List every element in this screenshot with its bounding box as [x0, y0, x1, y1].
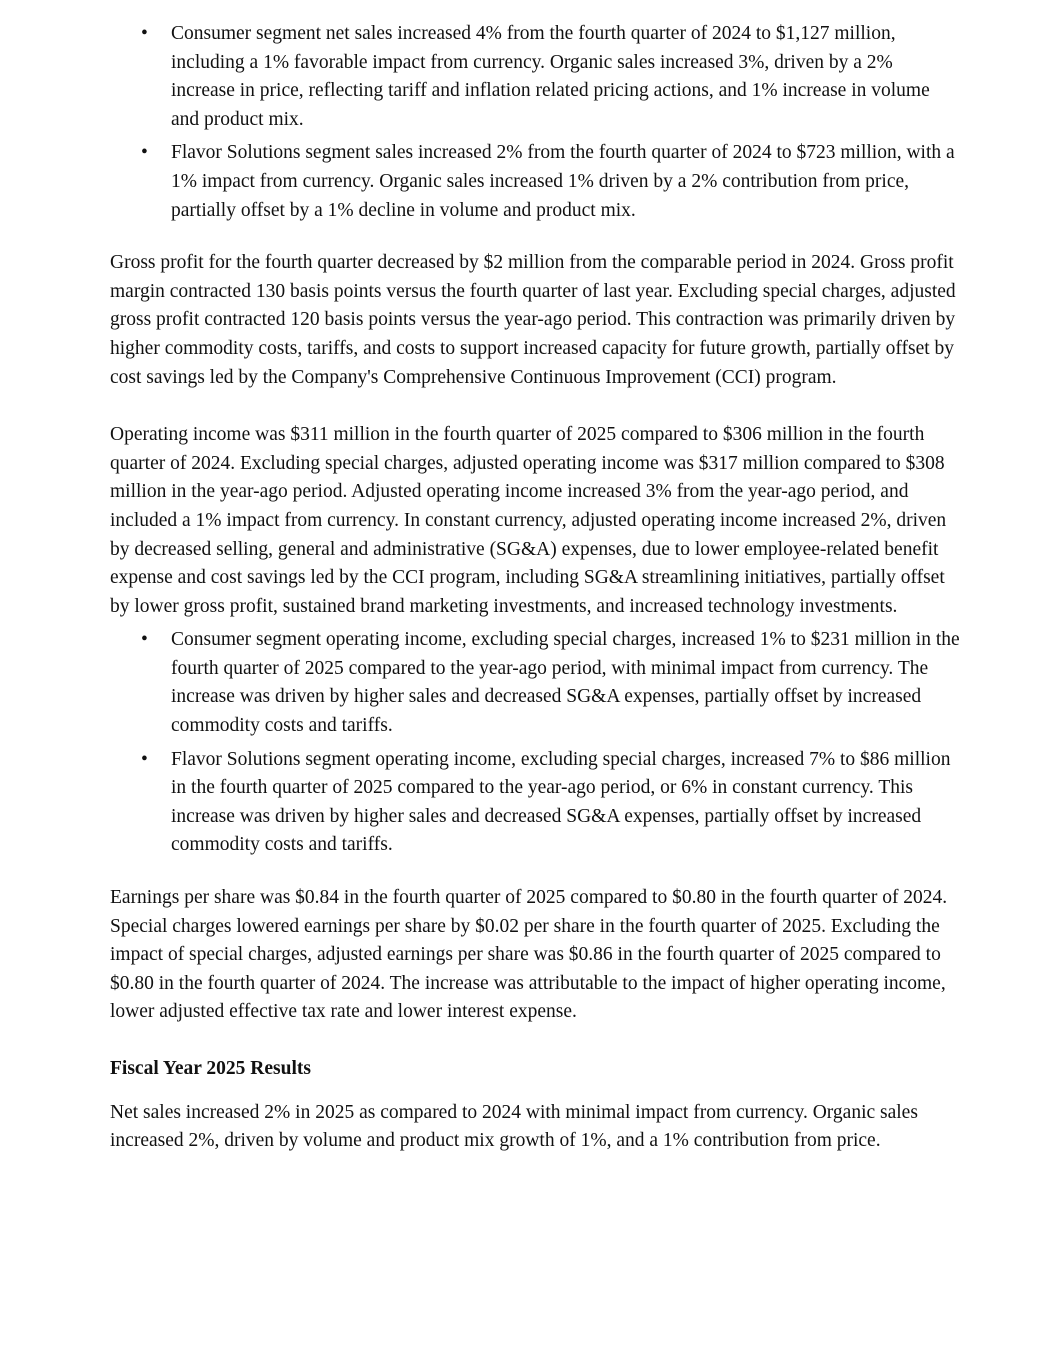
- bullet-text: Consumer segment operating income, excluding special charges, increased 1% to $231 million in the fourth quarter of 2025 compared to the year-ago period, with minimal impact from currency. The increase was driven by higher sales and decreased SG&A expenses, partially offset by increased commodity costs and tariffs.: [171, 629, 960, 737]
- flavor-solutions-sales-bullet: [141, 139, 960, 225]
- gross-profit-paragraph: Gross profit for the fourth quarter decreased by $2 million from the comparable period in 2024. Gross profit margin contracted 130 basis points versus the fourth quarter of last year. Excluding special charges, adjusted gross profit contracted 120 basis points versus the year-ago period. This contraction was primarily driven by higher commodity costs, tariffs, and costs to support increased capacity for future growth, partially offset by cost savings led by the Company's Comprehensive Continuous Improvement (CCI) program.: [110, 252, 956, 388]
- consumer-operating-income-bullet: [141, 626, 960, 740]
- bullet-marker: •: [141, 142, 148, 164]
- eps-paragraph: Earnings per share was $0.84 in the fourth quarter of 2025 compared to $0.80 in the fourth quarter of 2024. Special charges lowered earnings per share by $0.02 per share in the fourth quarter of 2025. Excluding the impact of special charges, adjusted earnings per share was $0.86 in the fourth quarter of 2025 compared to $0.80 in the fourth quarter of 2024. The increase was attributable to the impact of higher operating income, lower adjusted effective tax rate and lower interest expense.: [110, 887, 948, 1023]
- fiscal-year-heading: Fiscal Year 2025 Results: [110, 1058, 311, 1079]
- bullet-text: Flavor Solutions segment sales increased 2% from the fourth quarter of 2024 to $723 million, with a 1% impact from currency. Organic sales increased 1% driven by a 2% contribution from price, partially offset by a 1% decline in volume and product mix.: [171, 142, 955, 221]
- sales-bullet-list: [110, 20, 960, 225]
- flavor-solutions-operating-income-bullet: [141, 746, 960, 860]
- operating-income-bullet-list: [110, 626, 960, 860]
- bullet-marker: •: [141, 23, 148, 44]
- document-page: [110, 20, 960, 1156]
- bullet-text: Consumer segment net sales increased 4% from the fourth quarter of 2024 to $1,127 million, including a 1% favorable impact from currency. Organic sales increased 3%, driven by a 2% increase in price, reflecting tariff and inflation related pricing actions, and 1% increase in volume and product mix.: [171, 23, 930, 130]
- fiscal-year-paragraph: Net sales increased 2% in 2025 as compared to 2024 with minimal impact from currency. Organic sales increased 2%, driven by volume and product mix growth of 1%, and a 1% contribution from price.: [110, 1101, 918, 1152]
- bullet-marker: •: [141, 629, 148, 651]
- consumer-sales-bullet: [141, 20, 960, 134]
- bullet-text: Flavor Solutions segment operating income, excluding special charges, increased 7% to $86 million in the fourth quarter of 2025 compared to the year-ago period, or 6% in constant currency. This increase was driven by higher sales and decreased SG&A expenses, partially offset by increased commodity costs and tariffs.: [171, 748, 951, 856]
- operating-income-paragraph: Operating income was $311 million in the fourth quarter of 2025 compared to $306 million in the fourth quarter of 2024. Excluding special charges, adjusted operating income was $317 million compared to $308 million in the year-ago period. Adjusted operating income increased 3% from the year-ago period, and included a 1% impact from currency. In constant currency, adjusted operating income increased 2%, driven by decreased selling, general and administrative (SG&A) expenses, due to lower employee-related benefit expense and cost savings led by the CCI program, including SG&A streamlining initiatives, partially offset by lower gross profit, sustained brand marketing investments, and increased technology investments.: [110, 424, 947, 617]
- bullet-marker: •: [141, 748, 148, 770]
